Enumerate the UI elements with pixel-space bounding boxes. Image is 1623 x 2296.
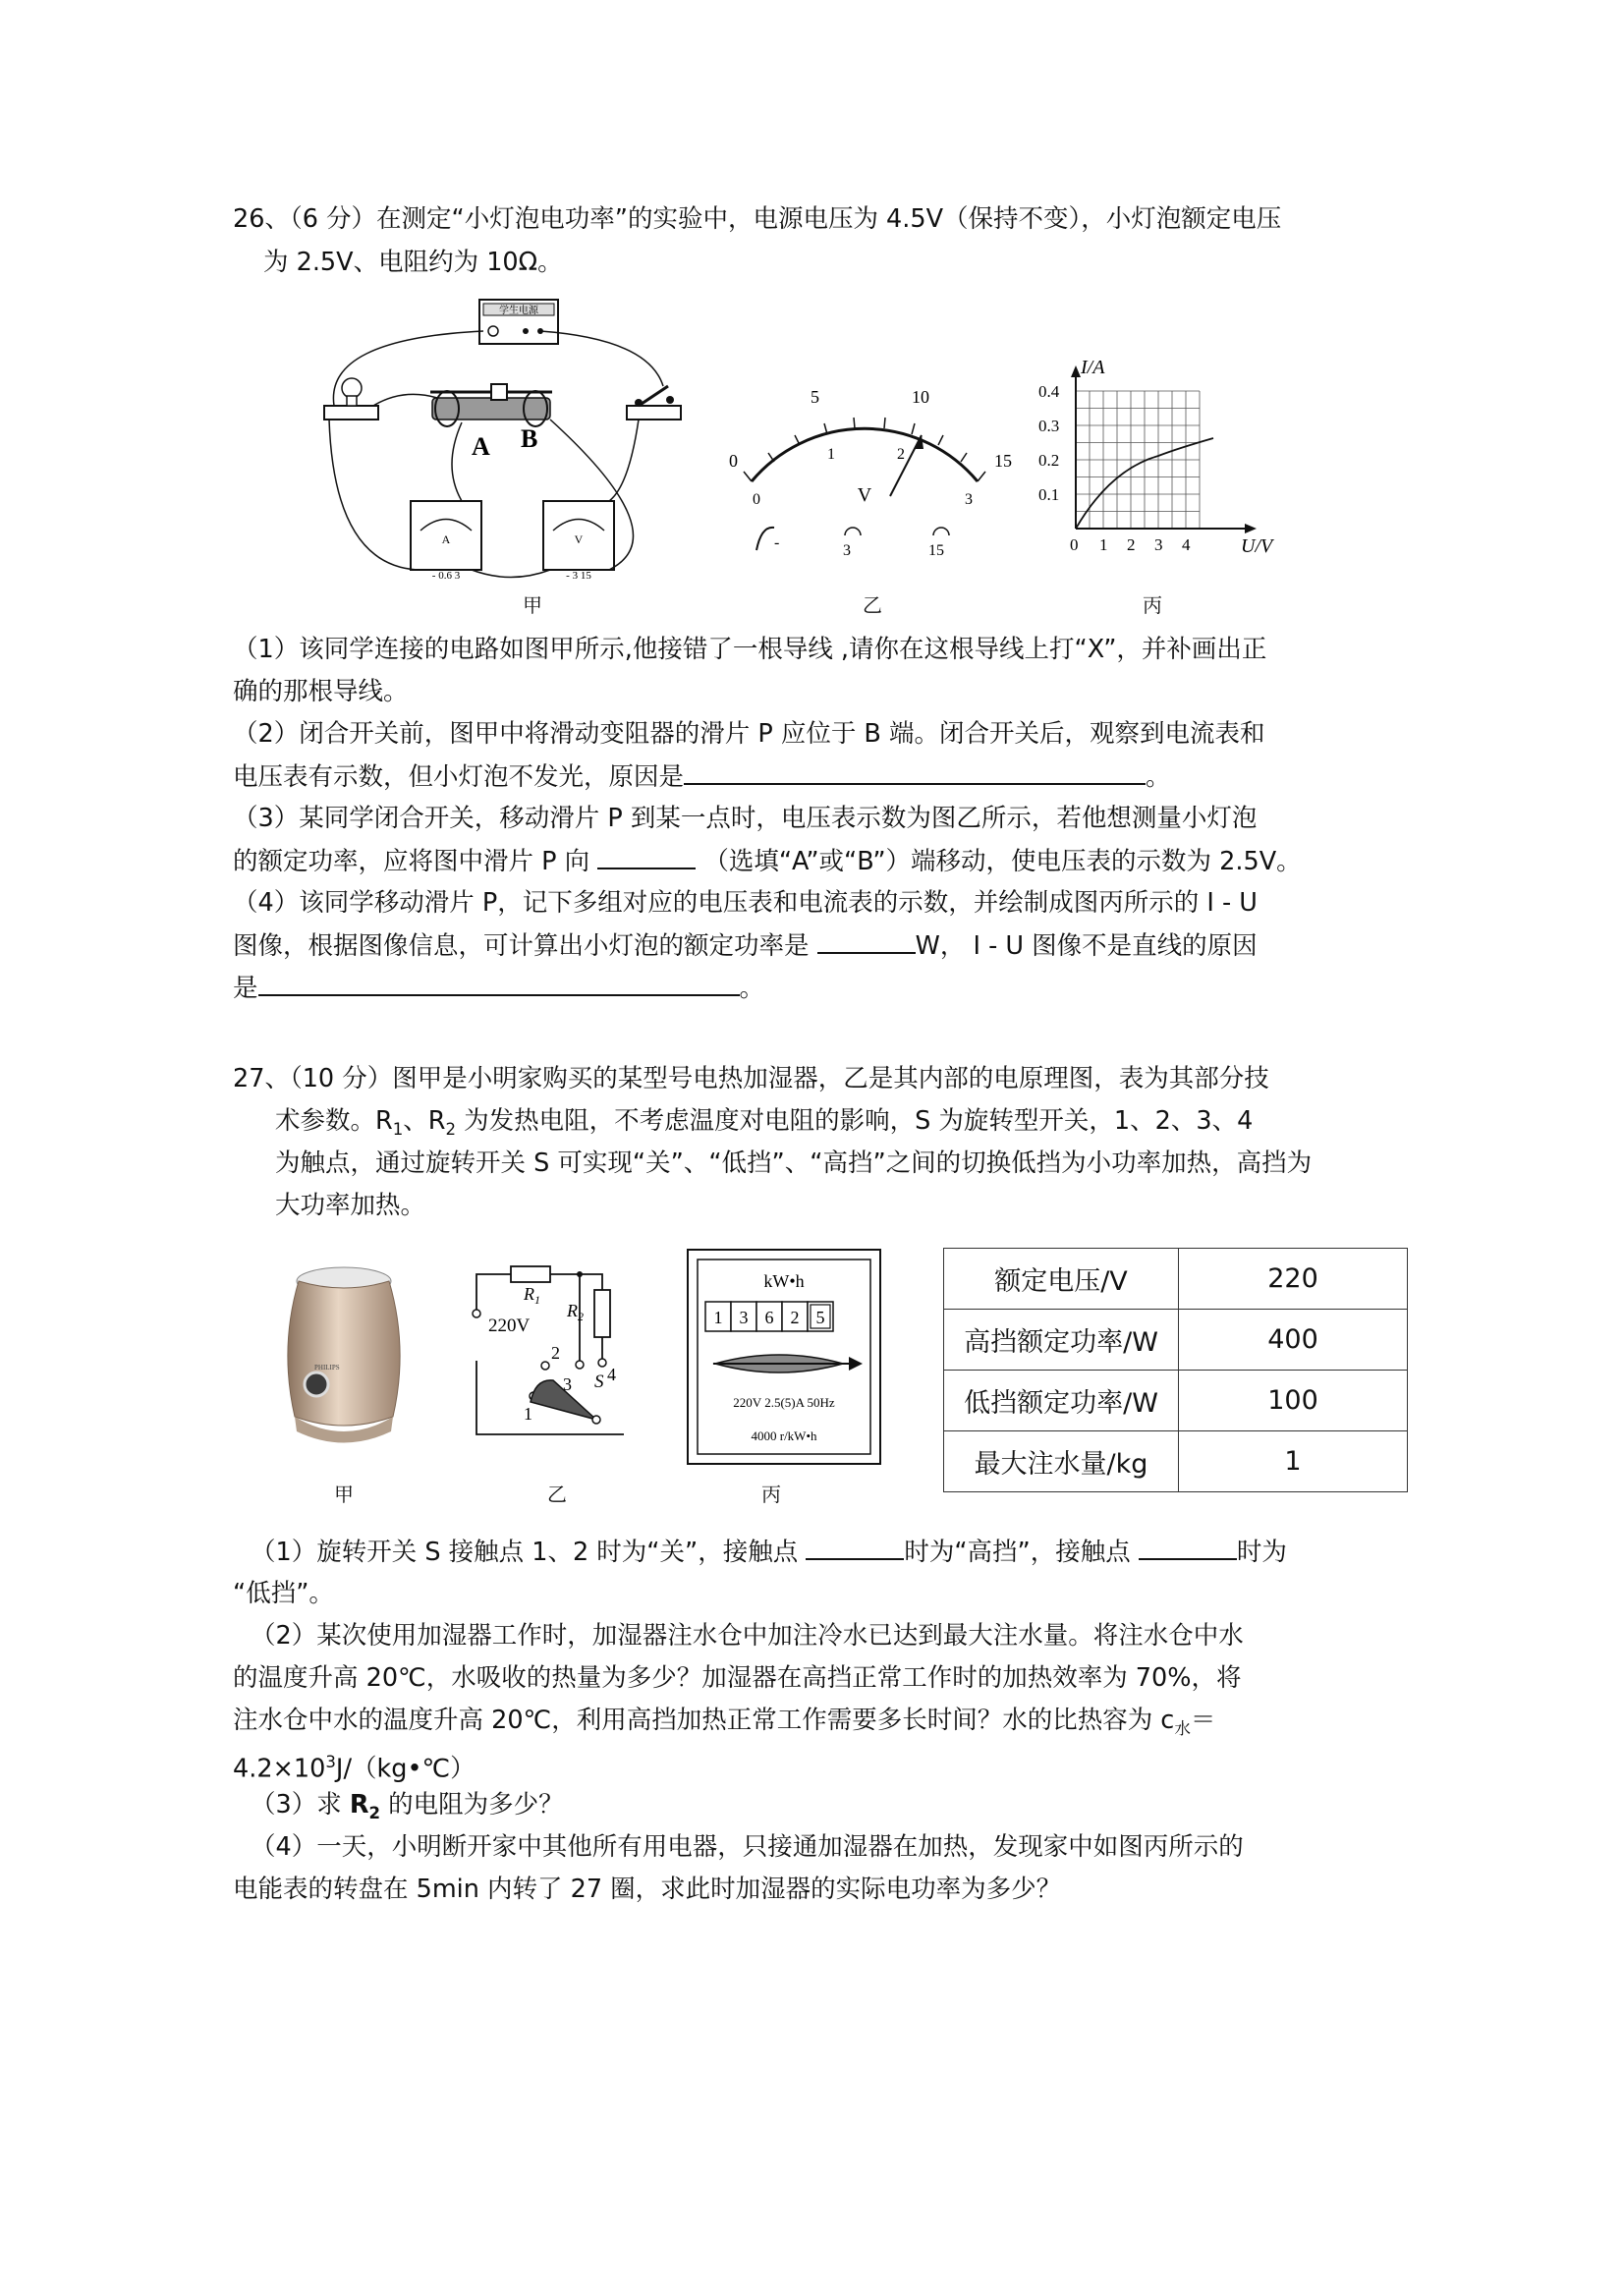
q26-part2-answer-blank[interactable] <box>684 757 1146 785</box>
q27-heading-line1: 27、（10 分）图甲是小明家购买的某型号电热加湿器，乙是其内部的电原理图，表为其部分技 <box>233 1064 1269 1093</box>
q26-part4-line2 <box>233 926 1258 965</box>
q27-part1-line2: “低挡”。 <box>233 1579 334 1608</box>
q26-part1-line2: 确的那根导线。 <box>233 677 409 706</box>
q26-part4-line3 <box>233 969 764 1007</box>
dial-bottom-0: 0 <box>753 491 760 508</box>
power-supply-label: 学生电源 <box>499 306 538 316</box>
q26-caption-yi: 乙 <box>863 593 882 617</box>
q27-heading-line3: 为触点，通过旋转开关 S 可实现“关”、“低挡”、“高挡”之间的切换低挡为小功率加热，高挡为 <box>275 1148 1313 1178</box>
table-row: 高挡额定功率/W 400 <box>944 1310 1408 1371</box>
graph-x-tick-0: 0 <box>1070 535 1079 554</box>
dial-top-10: 10 <box>912 387 929 407</box>
meter-digit-1: 1 <box>713 1308 723 1327</box>
meter-digit-4: 2 <box>790 1308 800 1327</box>
q26-part2-text: 电压表有示数，但小灯泡不发光，原因是 <box>233 762 685 792</box>
graph-x-tick-1: 1 <box>1099 535 1108 554</box>
q27-caption-bing: 丙 <box>761 1483 781 1506</box>
circuit-r1-label: $R_1$ <box>524 1284 540 1307</box>
q27-part4-line1: （4）一天，小明断开家中其他所有用电器，只接通加湿器在加热，发现家中如图丙所示的 <box>251 1832 1244 1862</box>
circuit-contact-4: 4 <box>607 1365 616 1384</box>
humidifier-brand: PHILIPS <box>314 1364 340 1372</box>
q26-part4-shi: 是 <box>233 974 258 1003</box>
q27-part3: （3）求 $R_2$ 的电阻为多少？ <box>251 1790 564 1823</box>
circuit-contact-3: 3 <box>563 1374 572 1394</box>
table-row: 额定电压/V 220 <box>944 1249 1408 1310</box>
dial-top-15: 15 <box>994 451 1012 471</box>
dial-unit: V <box>857 484 872 506</box>
circuit-contact-2: 2 <box>551 1343 560 1363</box>
voltmeter-terminals: - 3 15 <box>566 570 591 582</box>
table-row: 最大注水量/kg 1 <box>944 1431 1408 1492</box>
q26-caption-bing: 丙 <box>1143 593 1162 617</box>
rheostat-terminal-b: B <box>521 424 538 453</box>
q26-part4-line1: （4）该同学移动滑片 P，记下多组对应的电压表和电流表的示数，并绘制成图丙所示的 I - U <box>233 888 1258 918</box>
svg-text:A: A <box>441 532 451 546</box>
q26-figure-circuit <box>314 290 707 585</box>
q26-part2-line2 <box>233 757 1171 796</box>
q27-parameter-table <box>943 1248 1408 1492</box>
table-row: 低挡额定功率/W 100 <box>944 1371 1408 1431</box>
q26-part2-line1: （2）闭合开关前，图甲中将滑动变阻器的滑片 P 应位于 B 端。闭合开关后，观察到电流表和 <box>233 719 1265 749</box>
q27-figure-circuit <box>447 1262 644 1459</box>
q27-part1-line1: （1）旋转开关 S 接触点 1、2 时为“关”，接触点 时为“高挡”，接触点 时为 <box>251 1533 1287 1571</box>
graph-x-tick-4: 4 <box>1182 535 1191 554</box>
q27-figure-humidifier <box>275 1260 422 1456</box>
rheostat-terminal-a: A <box>472 432 490 461</box>
meter-unit: kW•h <box>763 1271 805 1291</box>
q26-part3-text: 的额定功率，应将图中滑片 P 向 <box>233 847 590 876</box>
dial-terminal-3: 3 <box>843 542 851 555</box>
q26-part4-mid: W， I - U 图像不是直线的原因 <box>915 931 1258 961</box>
ammeter-terminals: - 0.6 3 <box>431 570 461 582</box>
q26-part3-end: （选填“A”或“B”）端移动，使电压表的示数为 2.5V。 <box>703 847 1302 876</box>
dial-bottom-1: 1 <box>827 446 835 463</box>
dial-terminal-minus: - <box>774 534 780 551</box>
dial-bottom-3: 3 <box>965 491 973 508</box>
q26-part4-reason-blank[interactable] <box>258 969 740 996</box>
q26-figure-iu-graph <box>1036 354 1292 560</box>
meter-digit-2: 3 <box>739 1308 749 1327</box>
circuit-source-label: 220V <box>488 1316 531 1336</box>
q26-part3-line2 <box>233 842 1302 880</box>
graph-y-tick-02: 0.2 <box>1038 451 1060 470</box>
q26-part4-end: 。 <box>739 974 765 1003</box>
q27-part2-line4: $4.2\times 10^3J/(kg•℃)$ <box>233 1753 476 1784</box>
meter-digit-3: 6 <box>764 1308 774 1327</box>
q27-part2-line3: 注水仓中水的温度升高 20℃，利用高挡加热正常工作需要多长时间？水的比热容为 $c_水=$ <box>233 1706 1216 1739</box>
meter-revolutions: 4000 r/kW•h <box>751 1428 817 1443</box>
q27-figure-energy-meter <box>686 1248 882 1466</box>
circuit-r2-label: $R_2$ <box>567 1301 584 1323</box>
q27-part4-line2: 电能表的转盘在 5min 内转了 27 圈，求此时加湿器的实际电功率为多少？ <box>233 1875 1062 1904</box>
q26-figure-voltmeter-dial <box>717 378 1022 555</box>
q27-caption-jia: 甲 <box>334 1483 354 1506</box>
dial-top-0: 0 <box>729 451 738 471</box>
q26-part3-answer-blank[interactable] <box>597 842 696 869</box>
circuit-switch-label: S <box>594 1372 604 1392</box>
dial-top-5: 5 <box>811 387 819 407</box>
circuit-contact-1: 1 <box>524 1404 532 1424</box>
q26-part1-line1: （1）该同学连接的电路如图甲所示,他接错了一根导线 ,请你在这根导线上打“X”，并补画出正 <box>233 635 1267 664</box>
meter-digit-5: 5 <box>815 1308 825 1327</box>
q27-part2-line1: （2）某次使用加湿器工作时，加湿器注水仓中加注冷水已达到最大注水量。将注水仓中水 <box>251 1621 1244 1651</box>
dial-bottom-2: 2 <box>897 446 905 463</box>
q26-heading-line1: 26、（6 分）在测定“小灯泡电功率”的实验中，电源电压为 4.5V（保持不变），小灯泡额定电压 <box>233 204 1282 234</box>
q27-part1-high-blank[interactable] <box>806 1533 904 1560</box>
q27-heading-line2: 术参数。$R_1$、$R_2$ 为发热电阻，不考虑温度对电阻的影响，S 为旋转型开关，1、2、3、4 <box>275 1106 1254 1140</box>
q26-part2-end: 。 <box>1146 762 1171 792</box>
graph-x-tick-3: 3 <box>1154 535 1163 554</box>
meter-spec: 220V 2.5(5)A 50Hz <box>733 1395 835 1410</box>
q26-heading-line2: 为 2.5V、电阻约为 10Ω。 <box>263 248 563 277</box>
q27-part1-low-blank[interactable] <box>1139 1533 1237 1560</box>
q27-heading-line4: 大功率加热。 <box>275 1191 426 1220</box>
q26-part4-text: 图像，根据图像信息，可计算出小灯泡的额定功率是 <box>233 931 810 961</box>
graph-x-label: U/V <box>1241 535 1273 557</box>
graph-y-tick-01: 0.1 <box>1038 485 1060 504</box>
dial-terminal-15: 15 <box>928 542 944 555</box>
q27-part2-line2: 的温度升高 20℃，水吸收的热量为多少？加湿器在高挡正常工作时的加热效率为 70%，将 <box>233 1663 1242 1693</box>
graph-y-tick-03: 0.3 <box>1038 417 1060 435</box>
q27-caption-yi: 乙 <box>547 1483 567 1506</box>
graph-y-label: I/A <box>1081 357 1105 378</box>
graph-y-tick-04: 0.4 <box>1038 382 1060 401</box>
q26-part4-power-blank[interactable] <box>817 926 916 954</box>
graph-x-tick-2: 2 <box>1127 535 1136 554</box>
svg-text:V: V <box>574 532 584 546</box>
q26-part3-line1: （3）某同学闭合开关，移动滑片 P 到某一点时，电压表示数为图乙所示，若他想测量小灯泡 <box>233 804 1258 833</box>
q26-caption-jia: 甲 <box>523 593 542 617</box>
